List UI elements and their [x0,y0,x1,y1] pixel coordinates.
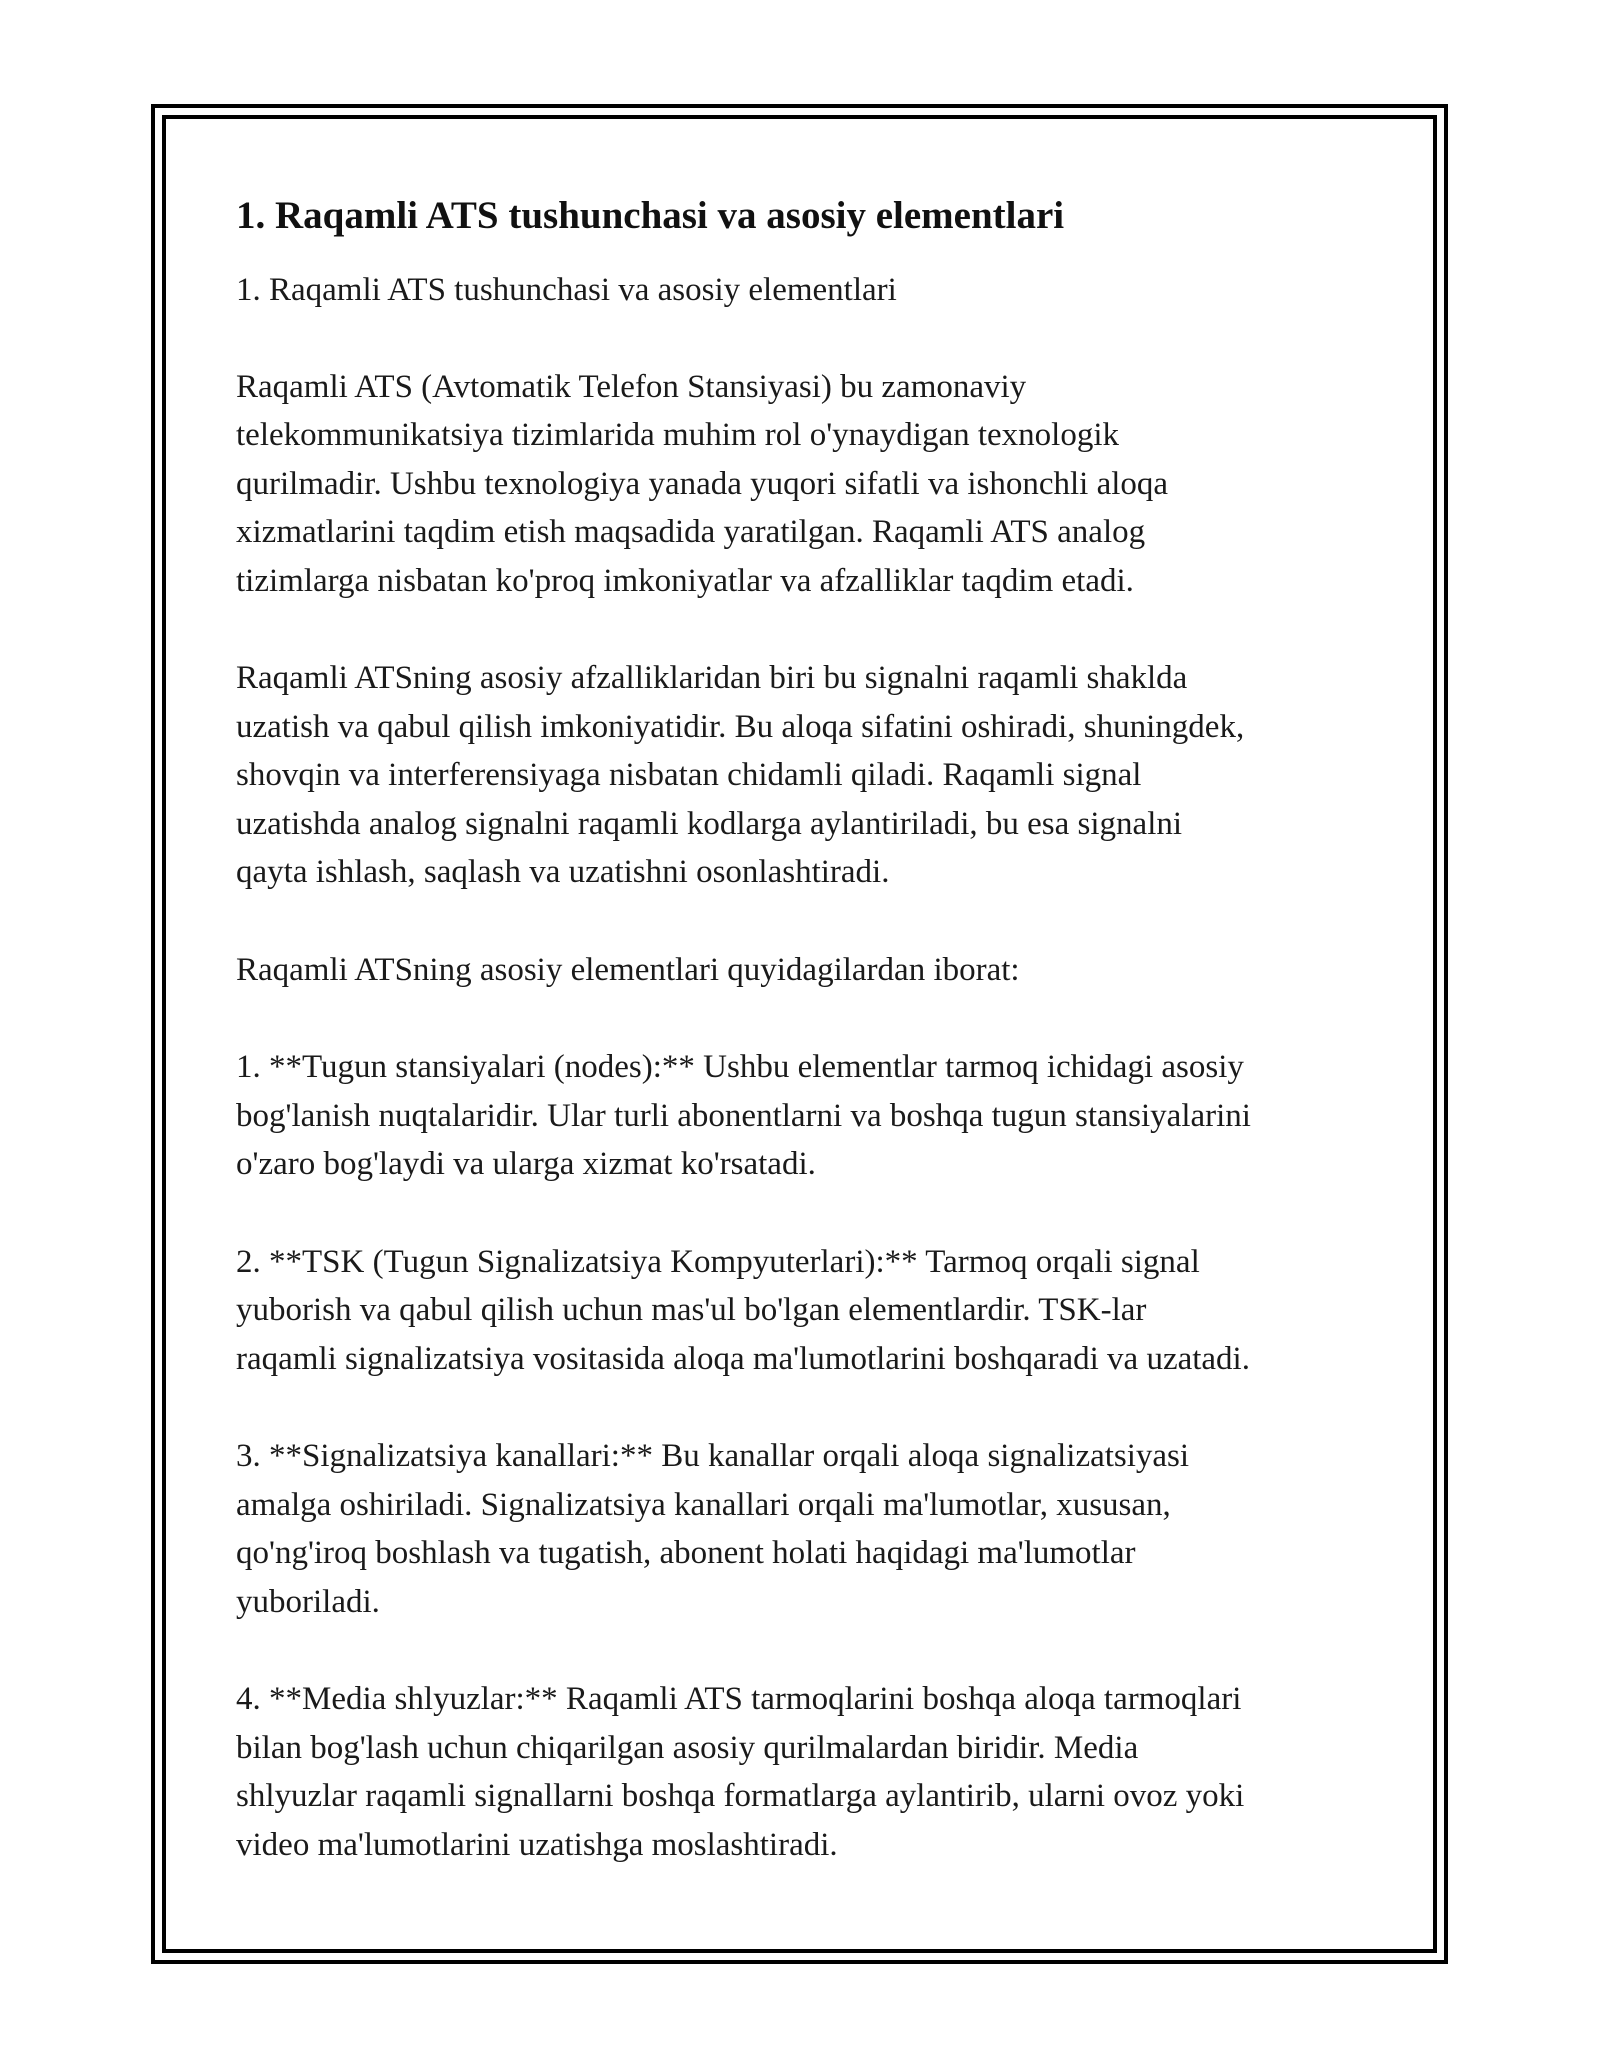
paragraph-elements-intro: Raqamli ATSning asosiy elementlari quyidagilardan iborat: [236,951,1020,988]
paragraph-intro: Raqamli ATS (Avtomatik Telefon Stansiyasi) bu zamonaviy telekommunikatsiya tizimlarida muhim rol o'ynaydigan texnologik qurilmadir. Ushbu texnologiya yanada yuqori sifatli va ishonchli aloqa xizmatlarini taqdim etish maqsadida yaratilgan. Raqamli ATS analog tizimlarga nisbatan ko'proq imkoniyatlar va afzalliklar taqdim etadi. [236,368,1169,599]
document-heading: 1. Raqamli ATS tushunchasi va asosiy elementlari [236,194,1065,237]
list-item-media-gateways: 4. **Media shlyuzlar:** Raqamli ATS tarmoqlarini boshqa aloqa tarmoqlari bilan bog'lash uchun chiqarilgan asosiy qurilmalardan biridir. Media shlyuzlar raqamli signallarni boshqa formatlarga aylantirib, ularni ovoz yoki video ma'lumotlarini uzatishga moslashtiradi. [236,1681,1245,1863]
paragraph-subtitle: 1. Raqamli ATS tushunchasi va asosiy elementlari [236,272,897,308]
list-item-tsk: 2. **TSK (Tugun Signalizatsiya Kompyuterlari):** Tarmoq orqali signal yuborish va qabul qilish uchun mas'ul bo'lgan elementlardir. TSK-lar raqamli signalizatsiya vositasida aloqa ma'lumotlarini boshqaradi va uzatadi. [236,1243,1250,1377]
list-item-nodes: 1. **Tugun stansiyalari (nodes):** Ushbu elementlar tarmoq ichidagi asosiy bog'lanish nuqtalaridir. Ular turli abonentlarni va boshqa tugun stansiyalarini o'zaro bog'laydi va ularga xizmat ko'rsatadi. [236,1049,1251,1182]
list-item-signal-channels: 3. **Signalizatsiya kanallari:** Bu kanallar orqali aloqa signalizatsiyasi amalga oshiriladi. Signalizatsiya kanallari orqali ma'lumotlar, xususan, qo'ng'iroq boshlash va tugatish, abonent holati haqidagi ma'lumotlar yuboriladi. [236,1438,1190,1620]
paragraph-advantages: Raqamli ATSning asosiy afzalliklaridan biri bu signalni raqamli shakldа uzatish va qabul qilish imkoniyatidir. Bu aloqa sifatini oshiradi, shuningdek, shovqin va interferensiyaga nisbatan chidamli qiladi. Raqamli signal uzatishda analog signalni raqamli kodlarga aylantiriladi, bu esa signalni qayta ishlash, saqlash va uzatishni osonlashtiradi. [236,660,1245,890]
document-body [236,192,1386,1918]
